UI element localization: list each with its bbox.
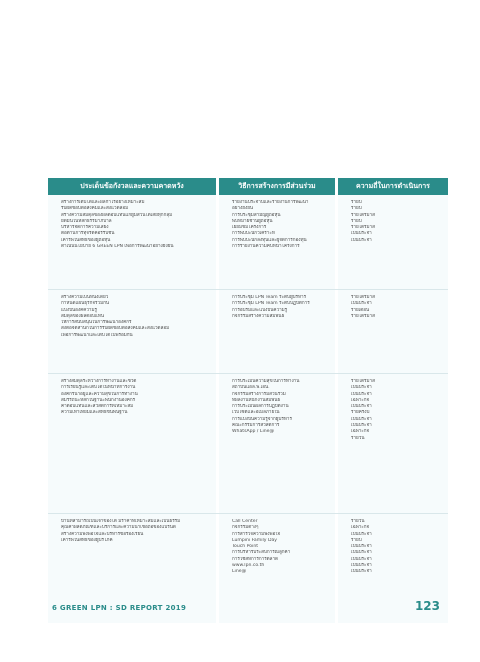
list-item: Line@	[232, 569, 331, 575]
list-item: สมรรถนะหลักในฐานะพนักงานองค์กร	[61, 398, 212, 404]
list-item: รายวัน	[351, 519, 365, 524]
list-item: Touch Point	[232, 544, 331, 550]
list-item: ส่งต่อจิตสำนึกในการรับผิดชอบต่อสังคมและสิ่งแวดล้อม	[61, 326, 212, 332]
list-item: การพบปะนักวิเคราะห์	[232, 231, 331, 237]
frequency-cell	[338, 195, 448, 289]
list-item: การสำรวจความพึงพอใจ	[232, 532, 331, 538]
list-item: การรายงานความคืบหน้าโครงการ	[232, 244, 331, 250]
list-item: บ้านที่สามารถเป็นเจ้าของได้ มีราคาที่เหมาะสมและเป็นธรรม	[61, 519, 212, 525]
list-item: เฉพาะกิจ	[351, 429, 370, 435]
list-item: บริหารจัดการความเสี่ยง	[61, 225, 212, 231]
list-item: สถาบันแอล.พี.เอ็น.	[232, 385, 331, 391]
methods-cell	[219, 374, 335, 513]
list-item: ความเท่าเทียมและสิทธิขั้นพื้นฐาน	[61, 410, 212, 416]
list-item: เป็นประจำ	[351, 391, 372, 397]
list-item: รายปี	[351, 200, 362, 205]
footer-report-title: 6 GREEN LPN : SD REPORT 2019	[52, 604, 187, 612]
list-item: สร้างสมดุลระหว่างการทำงานและชีวิต	[61, 379, 212, 385]
list-item: รายปี	[351, 218, 362, 224]
header-expectations: ประเด็นข้อกังวลและความคาดหวัง	[48, 178, 216, 195]
list-item: คณะกรรมการสวัสดิการ	[232, 423, 331, 429]
list-item: รายไตรมาส	[351, 379, 375, 384]
list-item: เยี่ยมชมโครงการ	[232, 225, 331, 231]
list-item: สมดุลของผลตอบแทน	[61, 314, 212, 320]
list-item: www.lpn.co.th	[232, 563, 331, 569]
list-item: กิจกรรมต่างๆ	[232, 525, 331, 531]
list-item: เป็นประจำ	[351, 231, 372, 237]
list-item: การประชุม LPN Team ระดับผู้บริหาร	[232, 295, 331, 301]
methods-cell	[219, 290, 335, 373]
list-item: กิจกรรมสร้างการมีส่วนร่วม	[232, 392, 331, 398]
list-item: เป็นประจำ	[351, 301, 372, 307]
list-item: ให้การสนับสนุนในการพัฒนาองค์กร	[61, 320, 212, 326]
table-body	[48, 195, 448, 623]
list-item: รายงานประจำปีและรายงานการพัฒนา	[232, 200, 331, 206]
stakeholder-table	[48, 178, 448, 623]
list-item: สร้างความพึงพอใจและบริหารข้อร้องเรียน	[61, 532, 212, 538]
list-item: การเรียนรู้และเติบโตในหน้าที่การงาน	[61, 385, 212, 391]
list-item: ที่ผลงานหนักงานสัมพันธ์	[232, 398, 331, 404]
table-header	[48, 178, 448, 195]
list-item: เฉพาะกิจ	[351, 525, 370, 531]
list-item: เป็นประจำ	[351, 569, 372, 575]
list-item: เป็นประจำ	[351, 550, 372, 556]
expectations-cell	[48, 195, 216, 289]
list-item: รายปี	[351, 537, 362, 543]
list-item: เป็นประจำ	[351, 544, 372, 550]
list-item: การใช้สหการการตลาด	[232, 557, 331, 563]
list-item: เป็นประจำ	[351, 237, 372, 243]
methods-cell	[219, 514, 335, 623]
list-item: แบ่งปันองค์ความรู้	[61, 308, 212, 314]
list-item: การประชุมสามัญผู้ถือหุ้น	[232, 213, 331, 219]
list-item: เป็นประจำ	[351, 404, 372, 410]
list-item: องค์กรน่าอยู่และความสุขในการทำงาน	[61, 392, 212, 398]
table-row	[48, 289, 448, 373]
list-item: การอบรมและแบ่งปันความรู้	[232, 308, 331, 314]
list-item: กิจกรรมสร้างความสัมพันธ์	[232, 314, 331, 320]
page-number: 123	[414, 599, 440, 613]
list-item: เป็นประจำ	[351, 423, 372, 429]
list-item: รายไตรมาส	[351, 212, 375, 218]
list-item: อย่างยั่งยืน	[232, 206, 254, 212]
list-item: การบริหารประสบการณ์ลูกค้า	[232, 550, 331, 556]
list-item: การแบ่งปันความรู้จากผู้บริหาร	[232, 417, 331, 423]
table-row	[48, 195, 448, 289]
list-item: ค่าตอบแทนและสวัสดิการที่เหมาะสม	[61, 404, 212, 410]
frequency-cell	[338, 290, 448, 373]
frequency-cell	[338, 374, 448, 513]
list-item: การพบปะนักลงทุนและผู้จัดการกองทุน	[232, 238, 331, 244]
list-item: รายไตรมาส	[351, 313, 375, 319]
list-item: เป็นประจำ	[351, 385, 372, 391]
list-item: เป็นประจำ	[351, 556, 372, 562]
list-item: กำหนดแผนธุรกิจร่วมกัน	[61, 301, 212, 307]
expectations-cell	[48, 290, 216, 373]
list-item: เว็บไซต์และอีเมลภายใน	[232, 410, 331, 416]
list-item: การประเมินความสุขในการทำงาน	[232, 379, 331, 385]
list-item: ดำเนินนโยบาย 6 GREEN LPN เพื่อการพัฒนาอย่างยั่งยืน	[61, 244, 212, 250]
list-item: รายเดือน	[351, 307, 370, 313]
list-item: เป็นประจำ	[351, 531, 372, 537]
list-item: เป็นประจำ	[351, 416, 372, 422]
list-item: รายวัน	[351, 435, 365, 441]
list-item: คุณค่าผลิตภัณฑ์และบริการและความน่าเชื่อถือของแบรนด์	[61, 525, 212, 531]
list-item: Lumpini Family Day	[232, 538, 331, 544]
list-item: รับผิดชอบต่อสังคมและสิ่งแวดล้อม	[61, 206, 212, 212]
table-row	[48, 373, 448, 513]
list-item: WhatsApp / Line@	[232, 429, 331, 435]
list-item: เฉพาะกิจ	[351, 397, 370, 403]
list-item: สร้างการเติบโตและผลกำไรอย่างเหมาะสม	[61, 200, 212, 206]
list-item: รายครึ่งปี	[351, 410, 370, 416]
list-item: ยึดมั่นในหลักธรรมาภิบาล	[61, 219, 212, 225]
methods-cell	[219, 195, 335, 289]
list-item: พบหมายชำนผู้ถือหุ้น	[232, 219, 331, 225]
list-item: สร้างความเป็นหนึ่งเดียว	[61, 295, 212, 301]
expectations-cell	[48, 374, 216, 513]
list-item: การประชุม LPN Team ระดับปฏิบัติการ	[232, 301, 331, 307]
list-item: Call Center	[232, 519, 331, 525]
list-item: สร้างความสมดุลของผลตอบแทนแก่ผู้มีส่วนได้เสียทุกกลุ่ม	[61, 213, 212, 219]
list-item: เคารพในสิทธิของผู้บริโภค	[61, 538, 212, 544]
list-item: รายปี	[351, 206, 362, 212]
list-item: เป็นประจำ	[351, 563, 372, 569]
list-item: ต่อต้านการทุจริตคอร์รัปชัน	[61, 231, 212, 237]
list-item: เพื่อการพัฒนาและเติบโตไปพร้อมกัน	[61, 332, 133, 338]
list-item: การประเมินผลการปฏิบัติงาน	[232, 404, 331, 410]
header-frequency: ความถี่ในการดำเนินการ	[338, 178, 448, 195]
list-item: รายไตรมาส	[351, 225, 375, 231]
list-item: รายไตรมาส	[351, 295, 375, 300]
header-methods: วิธีการสร้างการมีส่วนร่วม	[219, 178, 335, 195]
list-item: เคารพในสิทธิของผู้ถือหุ้น	[61, 238, 212, 244]
